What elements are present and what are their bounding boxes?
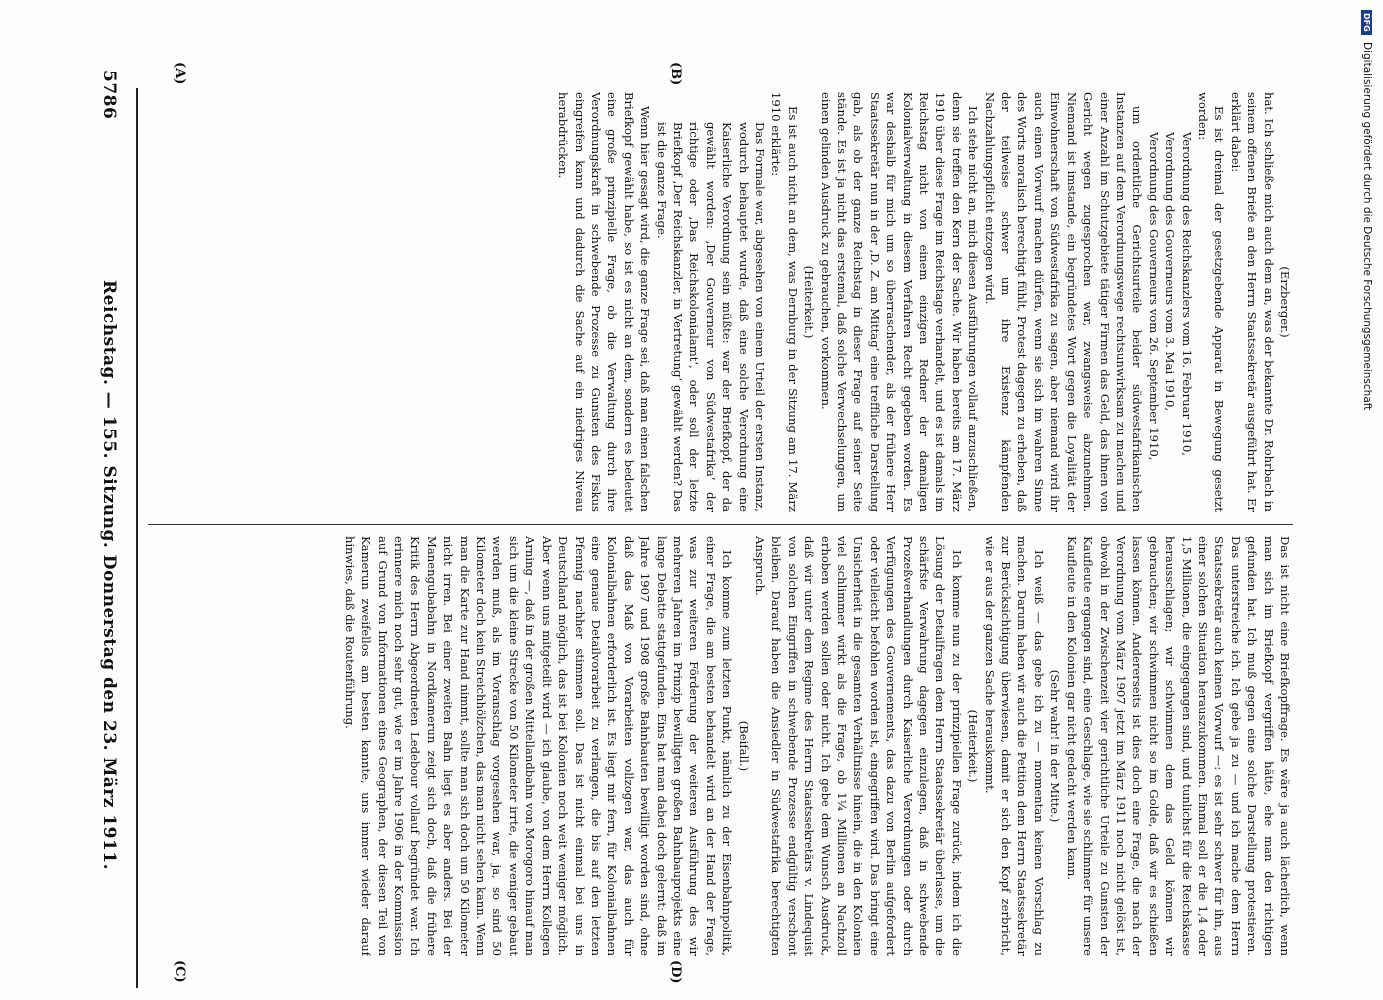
right-column: [148, 536, 1293, 956]
paragraph: um ordentliche Gerichtsurteile beider südwestafrikanischen Instanzen auf dem Verordnungswege rechtsunwirksam zu machen und einer Anzahl im Schutzgebiete tätiger Firmen das Geld, das ihnen von Gericht wegen zugesprochen war, zwangsweise abzunehmen. Niemand ist imstande, ein begründetes Wort gegen die Loyalität der Einwohnerschaft von Südwestafrika zu sagen, aber niemand wird ihr auch einen Vorwurf machen dürfen, wenn sie sich im wahren Sinne des Worts moralisch berechtigt fühlt, Protest dagegen zu erheben, daß der teilweise schwer um ihre Existenz kämpfenden Nachzahlungspflicht entzogen wird.: [982, 92, 1145, 512]
paragraph: hat. Ich schließe mich auch dem an, was der bekannte Dr. Rohrbach in seinem offenen Briefe an den Herrn Staatssekretär ausgeführt hat. Er erklärt dabei:: [1228, 92, 1276, 512]
quotation: Das Formale war, abgesehen von einem Urteil der ersten Instanz, wodurch behauptet wurde, daß eine solche Verordnung eine Kaiserliche Verordnung sein müßte: war der Briefkopf, der da gewählt worden: ‚Der Gouverneur von Südwestafrika‘ der richtige oder ‚Das Reichskolonialamt‘, oder soll der letzte Briefkopf ‚Der Reichskanzler, in Vertretung‘ gewählt werden? Das ist die ganze Frage.: [654, 122, 767, 512]
margin-marker-c: (C): [172, 960, 187, 983]
paragraph: Verordnung des Gouverneurs vom 26. September 1910,: [1146, 132, 1161, 461]
paragraph: Ich stehe nicht an, mich diesen Ausführungen vollauf anzuschließen, denn sie treffen den Kern der Sache. Wir haben bereits am 17. März 1910 über diese Frage im Reichstage verhandelt, und es ist damals im Reichstag nicht von einem einzigen Redner der damaligen Kolonialverwaltung in diesem Verfahren Recht gegeben worden. Es war deshalb für mich um so überraschender, als der frühere Herr Staatssekretär nun in der ‚D. Z. am Mittag‘ eine treffliche Darstellung gab, als ob der ganze Reichstag in dieser Frage auf seiner Seite stände. Es ist ja nicht das erstemal, daß solche Verwechselungen, um einen gelinden Ausdruck zu gebrauchen, vorkommen.: [818, 92, 981, 512]
paragraph: Es ist auch nicht an dem, was Dernburg in der Sitzung am 17. März 1910 erklärte:: [769, 92, 800, 512]
footer-credit: [1353, 10, 1373, 990]
paragraph: Das ist nicht eine Briefkopffrage. Es wäre ja auch lächerlich, wenn man sich im Briefkopf vergriffen hätte, ehe man den richtigen gefunden hat. Ich muß gegen eine solche Darstellung protestieren. Das unterstreiche ich. Ich gebe ja zu — und ich mache dem Herrn Staatssekretär auch keinen Vorwurf —: es ist sehr schwer für ihn, aus einer solchen Situation herauszukommen. Einmal soll er die 1,4 oder 1,5 Millionen, die eingegangen sind, und tunlichst für die Reichskasse herausschlagen; wir schwimmen dem das Geld können wir gebrauchen; wir schwimmen nicht so im Golde, daß wir es schießen lassen können. Andererseits ist dies doch eine Frage, die nach der Verordnung vom März 1907 jetzt im März 1911 noch nicht gelöst ist, obwohl in der Zwischenzeit vier gerichtliche Urteile zu Gunsten der Kaufleute ergangen sind, eine Geschlage, wie sie schlimmer für unsere Kaufleute in den Kolonien gar nicht gedacht werden kann.: [1064, 536, 1292, 956]
column-divider: [148, 524, 1293, 525]
margin-marker-b: (B): [668, 62, 683, 86]
margin-marker-d: (D): [668, 960, 683, 984]
paragraph: Verordnung des Reichskanzlers vom 16. Februar 1910,: [1179, 132, 1194, 456]
paragraph: Ich komme zum letzten Punkt, nämlich zu der Eisenbahnpolitik, einer Frage, die am besten behandelt wird an der Hand der Frage, was zur weiteren Förderung der weiteren Ausführung des wir mehreren Jahren im Prinzip bewilligten großen Bahnbauprojekts eine lange Debatte stattgefunden. Eins hat man dabei doch gelernt: daß im Jahre 1907 und 1908 große Bahnbauten bewilligt worden sind, ohne daß das Maß von Vorarbeiten vollzogen war, das auch für Kolonialbahnen erforderlich ist. Es liegt mir fern, für Kolonialbahnen eine genaue Detailvorarbeit zu verlangen, die bis auf den letzten Pfennig nachher stimmen soll. Das ist nicht einmal bei uns in Deutschland möglich, das ist bei Kolonien noch weit weniger möglich. Aber wenn uns mitgeteilt wird — ich glaube, von dem Herrn Kollegen Arning —, daß in der großen Mittellandbahn von Morogoro hinauf man sich um die kleine Strecke von 50 Kilometer irrte, die weniger gebaut werden muß, als im Voranschlag vorgesehen war, ja, so sind 50 Kilometer doch kein Streichhölzchen, das man nicht sehen kann. Wenn man die Karte zur Hand nimmt, sollte man sich doch um 50 Kilometer nicht irren. Bei einer zweiten Bahn liegt es aber anders. Bei der Manengubabahn in Nordkamerun zeigt sich doch, daß die frühere Kritik des Herrn Abgeordneten Ledebour vollauf begründet war. Ich erinnere mich noch sehr gut, wie er im Jahre 1906 in der Kommission auf Grund von Informationen eines Geographen, der diesen Teil von Kamerun zweifellos am besten kannte, uns immer wieder darauf hinwies, daß die Routenführung.: [342, 536, 735, 956]
paragraph: Ich weiß — das gebe ich zu — momentan keinen Vorschlag zu machen. Darum haben wir auch die Petition dem Herrn Staatssekretär zur Berücksichtigung überwiesen, damit er sich den Kopf zerbricht, wie er aus der ganzen Sache herauskommt.: [982, 536, 1046, 956]
paragraph: Ich komme nun zu der prinzipiellen Frage zurück, indem ich die Lösung der Detailfragen dem Herrn Staatssekretär überlasse, um die schärfste Verwahrung dagegen einzulegen, daß in schwebende Prozeßverhandlungen durch Kaiserliche Verordnungen oder durch Verfügungen des Gouvernements, das dazu von Berlin aufgefordert oder vielleicht befohlen worden ist, eingegriffen wird. Das bringt eine Unsicherheit in die gesamten Verhältnisse hinein, die in den Kolonien viel schlimmer wirkt als die Frage, ob 1¼ Millionen an Nachzoll erhoben werden sollen oder nicht. Ich gebe dem Wunsch Ausdruck, daß wir unter dem Regime des Herrn Staatssekretärs v. Lindequist von solchen Eingriffen in schwebende Prozesse endgültig verschont bleiben. Darauf haben die Ansiedler in Südwestafrika berechtigten Anspruch.: [753, 536, 964, 956]
interjection: (Heiterkeit.): [802, 265, 817, 339]
margin-marker-a: (A): [172, 62, 187, 85]
paragraph: Wenn hier gesagt wird, die ganze Frage sei, daß man einen falschen Briefkopf gewählt habe, so ist es nicht an dem, sondern es bedeutet eine große prinzipielle Frage, ob die Verwaltung durch ihre Verordnungskraft in schwebende Prozesse zu Gunsten des Fiskus eingreifen kann und dadurch die Sache auf ein niedriges Niveau herabdrücken.: [556, 92, 653, 512]
interjection: (Beifall.): [736, 720, 751, 772]
dfg-logo: DFG: [1361, 10, 1372, 35]
interjection: (Heiterkeit.): [966, 709, 981, 783]
interjection: (Sehr wahr! in der Mitte.): [1048, 669, 1063, 823]
credit-text: Digitalisierung gefördert durch die Deutsche Forschungsgemeinschaft: [1361, 42, 1373, 411]
paragraph: Verordnung des Gouverneurs vom 3. Mai 1910,: [1163, 132, 1178, 412]
left-column: [148, 92, 1293, 512]
page-header: [85, 70, 125, 980]
paragraph: Es ist dreimal der gesetzgebende Apparat in Bewegung gesetzt worden:: [1195, 92, 1227, 512]
page-number: 5786: [99, 70, 119, 120]
header-rule: [136, 88, 138, 988]
speaker-name: (Erzberger.): [1278, 266, 1292, 338]
page-title: Reichstag. — 155. Sitzung. Donnerstag den 23. März 1911.: [99, 280, 119, 871]
